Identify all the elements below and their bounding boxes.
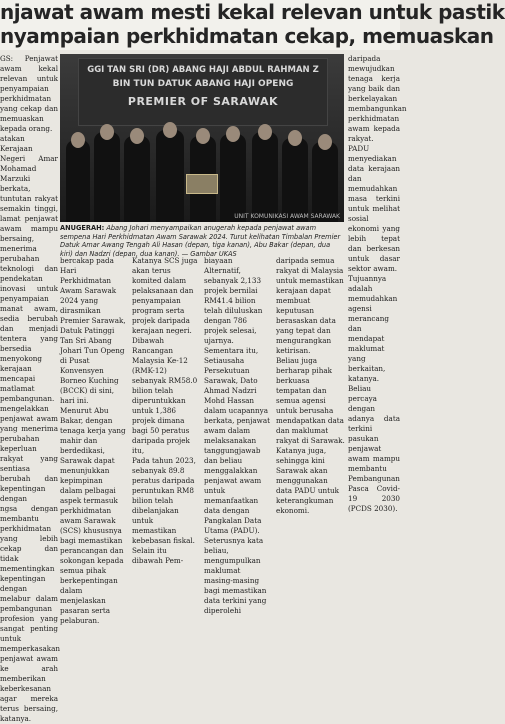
paragraph: mengelakkan penjawat awam yang menerima perubahan keperluan rakyat yang sentiasa berubah dan kepentingan dengan xyxy=(0,404,58,503)
caption-lead: ANUGERAH: xyxy=(60,224,105,232)
article-body xyxy=(60,256,348,625)
paragraph: Pada tahun 2023, sebanyak 89.8 peratus daripada peruntukan RM8 bilion telah dibelanjakan untuk memastikan kebebasan fiskal. xyxy=(132,456,196,545)
article-column-1 xyxy=(60,256,126,625)
paragraph: dengan melabur dalam pembangunan profesion yang sangat penting untuk memperkasakan penjawat awam ke arah memberikan keberkesanan agar mereka terus bersaing, katanya. xyxy=(0,584,61,723)
person-figure xyxy=(282,138,308,222)
banner-line-1: GGI TAN SRI (DR) ABANG HAJI ABDUL RAHMAN Z xyxy=(87,65,319,75)
paragraph: daripada mewujudkan tenaga kerja yang baik dan berkelayakan membangunkan perkhidmatan awam kepada rakyat. xyxy=(348,54,407,143)
person-figure xyxy=(94,132,120,222)
person-head xyxy=(288,130,302,146)
person-figure xyxy=(66,140,90,222)
article-column-4 xyxy=(276,256,346,515)
paragraph: Seterusnya kata beliau, mengumpulkan maklumat masing-masing bagi memastikan data terkini yang diperolehi xyxy=(204,536,267,615)
person-head xyxy=(163,122,177,138)
paragraph: manat awam, sedia berubah dan menjadi tentera yang bersedia menyokong kerajaan mencapai matlamat pembangunan. xyxy=(0,304,58,403)
headline-line-1: njawat awam mesti kekal relevan untuk pastik xyxy=(0,0,505,24)
person-figure xyxy=(220,134,246,222)
caption-text: Abang Johari menyampaikan anugerah kepada penjawat awam sempena Hari Perkhidmatan Awam Sarawak 2024. Turut kelihatan Timbalan Premier Datuk Amar Awang Tengah Ali Hasan (depan, tiga kanan), Abu Bakar (depan, dua kiri) dan Nadzri (depan, dua kanan). xyxy=(60,224,341,258)
article-column-2 xyxy=(132,256,198,565)
person-head xyxy=(258,124,272,140)
paragraph: Katanya SCS juga akan terus komited dalam pelaksanaan dan penyampaian program serta projek daripada kerajaan negeri. xyxy=(132,256,198,335)
paragraph: Tujuannya adalah memudahkan agensi merancang dan mendapat maklumat yang berkaitan, katanya. xyxy=(348,274,398,383)
person-figure xyxy=(312,142,338,222)
paragraph: ngsa dengan membantu perkhidmatan yang lebih cekap dan tidak mementingkan kepentingan xyxy=(0,504,58,583)
paragraph: Beliau percaya dengan adanya data terkini pasukan penjawat awam mampu membantu Pembangunan Pasca Covid-19 2030 (PCDS 2030). xyxy=(348,384,400,513)
headline-line-2: nyampaian perkhidmatan cekap, memuaskan xyxy=(0,24,494,48)
paragraph: Dibawah Rancangan Malaysia Ke-12 (RMK-12) sebanyak RM58.0 bilion telah diperuntukkan untuk 1,386 projek dimana bagi 50 peratus daripada projek itu, xyxy=(132,336,198,455)
article-column-right xyxy=(348,54,407,513)
paragraph: daripada semua rakyat di Malaysia untuk memastikan kerajaan dapat membuat keputusan berasaskan data yang tepat dan mengurangkan ketirisan. xyxy=(276,256,344,355)
banner-line-3: PREMIER OF SARAWAK xyxy=(127,95,279,108)
paragraph: GS: Penjawat awam kekal relevan untuk penyampaian perkhidmatan yang cekap dan memuaskan kepada orang. xyxy=(0,54,58,133)
person-head xyxy=(71,132,85,148)
person-figure xyxy=(156,130,184,222)
paragraph: Beliau juga berharap pihak berkuasa tempatan dan semua agensi untuk berusaha mendapatkan data dan maklumat rakyat di Sarawak. xyxy=(276,356,345,445)
paragraph: Katanya juga, sehingga kini Sarawak akan menggunakan data PADU untuk keterangkuman ekonomi. xyxy=(276,446,339,515)
person-head xyxy=(100,124,114,140)
person-head xyxy=(130,128,144,144)
paragraph: Menurut Abu Bakar, dengan tenaga kerja yang mahir dan berdedikasi, Sarawak dapat menunjukkan kepimpinan dalam pelbagai aspek termasuk perkhidmatan awam Sarawak (SCS) khususnya bagi memastikan perancangan dan sokongan kepada semua pihak berkepentingan dalam menjelaskan pasaran serta pelaburan. xyxy=(60,406,126,625)
article-column-3 xyxy=(204,256,270,615)
award-plaque xyxy=(186,174,218,194)
person-figure xyxy=(124,136,150,222)
paragraph: atakan Kerajaan Negeri Amar Mohamad Marzuki berkata, tuntutan rakyat semakin tinggi, lamat penjawat awam mampu bersaing, menerima perubahan teknologi dan pendekatan inovasi untuk penyampaian xyxy=(0,134,58,303)
person-head xyxy=(196,128,210,144)
paragraph: Sementara itu, Setiausaha Persekutuan Sarawak, Dato Ahmad Nadzri Mohd Hassan dalam ucapannya berkata, penjawat awam dalam melaksanakan tanggungjawab dan beliau menggalakkan penjawat awam untuk memanfaatkan data dengan Pangkalan Data Utama (PADU). xyxy=(204,346,270,535)
paragraph: PADU menyediakan data kerajaan dan memudahkan masa terkini untuk melihat sosial ekonomi yang lebih tepat dan berkesan untuk dasar sektor awam. xyxy=(348,144,400,273)
paragraph: Selain itu dibawah Pem- xyxy=(132,546,184,565)
banner-line-2: BIN TUN DATUK ABANG HAJI OPENG xyxy=(112,79,294,89)
news-photo xyxy=(60,54,344,222)
photo-watermark: UNIT KOMUNIKASI AWAM SARAWAK xyxy=(234,213,340,220)
event-banner xyxy=(78,58,328,126)
person-figure xyxy=(252,132,278,222)
caption-credit: — Gambar UKAS xyxy=(181,249,237,258)
person-head xyxy=(318,134,332,150)
headline xyxy=(0,0,505,50)
paragraph: bercakap pada Hari Perkhidmatan Awam Sarawak 2024 yang dirasmikan Premier Sarawak, Datuk Patinggi Tan Sri Abang Johari Tun Openg di Pusat Konvensyen Borneo Kuching (BCCK) di sini, hari ini. xyxy=(60,256,126,405)
photo-caption xyxy=(60,224,344,258)
article-column-left xyxy=(0,54,61,723)
paragraph: biayaan Alternatif, sebanyak 2,133 projek bernilai RM41.4 bilion telah diluluskan dengan 786 projek selesai, ujarnya. xyxy=(204,256,263,345)
person-head xyxy=(226,126,240,142)
